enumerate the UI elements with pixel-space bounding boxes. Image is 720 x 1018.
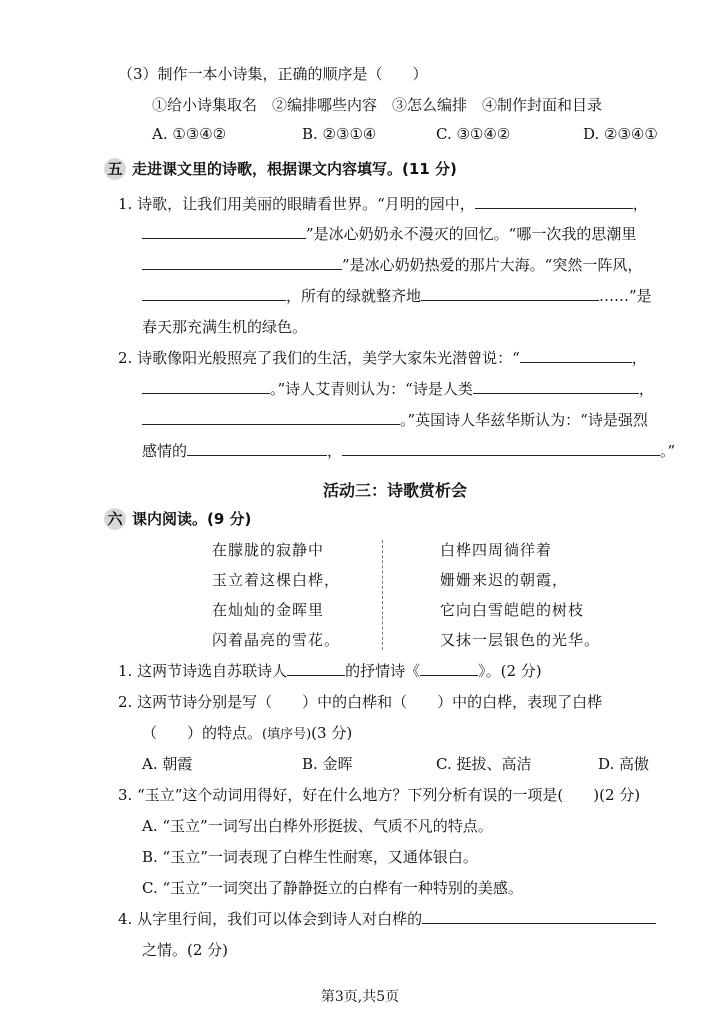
answer-blank[interactable] <box>287 674 345 676</box>
s5-q1-line5: 春天那充满生机的绿色。 <box>142 318 308 336</box>
answer-blank[interactable] <box>473 392 639 394</box>
s5-q2-line2 <box>142 378 654 399</box>
page-number: 第3页,共5页 <box>320 989 400 1005</box>
s5-q2-text-4: 感情的 <box>142 442 188 460</box>
s5-q1-line1 <box>118 193 648 214</box>
answer-blank[interactable] <box>142 423 400 425</box>
answer-blank[interactable] <box>342 454 660 456</box>
answer-blank[interactable] <box>142 268 342 270</box>
section-6-header <box>104 508 251 530</box>
s5-q2-text-2: 。”诗人艾青则认为：“诗是人类 <box>270 380 473 398</box>
s6-q2-option-a: A. 朝霞 <box>142 755 193 773</box>
s6-q3-option-c: C. “玉立”一词突出了静静挺立的白桦有一种特别的美感。 <box>142 879 523 897</box>
poem-right-line-3: 它向白雪皑皑的树枝 <box>440 601 585 619</box>
s5-q2-line1 <box>118 347 647 368</box>
s5-q1-line3 <box>142 254 642 275</box>
s6-q3-stem: 3. “玉立”这个动词用得好，好在什么地方？下列分析有误的一项是( )(2 分) <box>118 786 641 804</box>
answer-blank[interactable] <box>421 299 599 301</box>
q3-option-d: D. ②③④① <box>583 125 658 143</box>
s5-q2-comma-3: ， <box>327 442 343 460</box>
section-5-title: 走进课文里的诗歌，根据课文内容填写。(11 分) <box>132 160 457 178</box>
answer-blank[interactable] <box>475 207 633 209</box>
section-5-badge: 五 <box>104 158 126 180</box>
s5-q2-comma: ， <box>631 349 647 367</box>
answer-blank[interactable] <box>520 361 632 363</box>
s6-q1-text-3: 》。(2 分) <box>478 662 542 680</box>
answer-blank[interactable] <box>420 674 478 676</box>
poem-left-line-4: 闪着晶亮的雪花。 <box>212 631 341 649</box>
poem-right-line-1: 白桦四周徜徉着 <box>440 541 553 559</box>
answer-blank[interactable] <box>187 454 327 456</box>
poem-left-line-3: 在灿灿的金晖里 <box>212 601 325 619</box>
poem-right-line-4: 又抹一层银色的光华。 <box>440 631 601 649</box>
poem-left-line-2: 玉立着这棵白桦， <box>212 571 341 589</box>
q3-stem: （3）制作一本小诗集，正确的顺序是（ ） <box>118 65 428 83</box>
s5-q1-text-4: ，所有的绿就整齐地 <box>286 287 422 305</box>
s5-q1-text-3: ”是冰心奶奶热爱的那片大海。“突然一阵风， <box>342 256 643 274</box>
s5-q1-text-1: 1. 诗歌，让我们用美丽的眼睛看世界。“月明的园中， <box>118 195 475 213</box>
s6-q2-option-d: D. 高傲 <box>598 755 650 773</box>
s5-q1-text-5: ……”是 <box>599 287 652 305</box>
q3-option-a: A. ①③④② <box>152 125 227 143</box>
s5-q2-line4 <box>142 440 675 461</box>
poem-divider <box>382 540 383 650</box>
poem-left-line-1: 在朦胧的寂静中 <box>212 541 325 559</box>
s5-q2-text-1: 2. 诗歌像阳光般照亮了我们的生活，美学大家朱光潜曾说：“ <box>118 349 520 367</box>
section-6-title: 课内阅读。(9 分) <box>132 510 252 528</box>
s6-q2-line2 <box>142 722 352 743</box>
s6-q1-text-2: 的抒情诗《 <box>345 662 421 680</box>
answer-blank[interactable] <box>422 922 656 924</box>
s6-q2-hint: (填序号) <box>262 727 312 742</box>
s6-q2-option-c: C. 挺拔、高洁 <box>436 755 532 773</box>
s5-q2-line3 <box>142 409 648 430</box>
s6-q2-score: (3 分) <box>311 724 353 742</box>
answer-blank[interactable] <box>142 392 270 394</box>
s6-q1 <box>118 660 542 681</box>
s6-q3-option-a: A. “玉立”一词写出白桦外形挺拔、气质不凡的特点。 <box>142 817 493 835</box>
s5-q2-text-3: 。”英国诗人华兹华斯认为：“诗是强烈 <box>400 411 648 429</box>
s5-q1-line2 <box>142 223 636 244</box>
section-5-header <box>104 158 457 180</box>
s5-q1-text-2: ”是冰心奶奶永不漫灭的回忆。“哪一次我的思潮里 <box>306 225 637 243</box>
s6-q4-text-1: 4. 从字里行间，我们可以体会到诗人对白桦的 <box>118 910 423 928</box>
s6-q1-text-1: 1. 这两节诗选自苏联诗人 <box>118 662 288 680</box>
s5-q1-comma: ， <box>632 195 648 213</box>
section-6-badge: 六 <box>104 508 126 530</box>
activity-3-title: 活动三：诗歌赏析会 <box>322 481 467 500</box>
s6-q4-line1 <box>118 908 656 929</box>
s6-q2-line1: 2. 这两节诗分别是写（ ）中的白桦和（ ）中的白桦，表现了白桦 <box>118 693 603 711</box>
answer-blank[interactable] <box>142 237 306 239</box>
q3-option-c: C. ③①④② <box>436 125 511 143</box>
s5-q1-line4 <box>142 285 652 306</box>
s6-q2-text-1: （ ）的特点。 <box>142 724 263 742</box>
poem-right-line-2: 姗姗来迟的朝霞， <box>440 571 569 589</box>
s6-q2-option-b: B. 金晖 <box>302 755 353 773</box>
s6-q3-option-b: B. “玉立”一词表现了白桦生性耐寒，又通体银白。 <box>142 848 478 866</box>
s6-q4-line2: 之情。(2 分) <box>142 941 229 959</box>
answer-blank[interactable] <box>142 299 286 301</box>
s5-q2-comma-2: ， <box>638 380 654 398</box>
q3-option-b: B. ②③①④ <box>302 125 377 143</box>
s5-q2-text-5: 。” <box>660 442 676 460</box>
q3-options-line: ①给小诗集取名 ②编排哪些内容 ③怎么编排 ④制作封面和目录 <box>152 96 603 114</box>
